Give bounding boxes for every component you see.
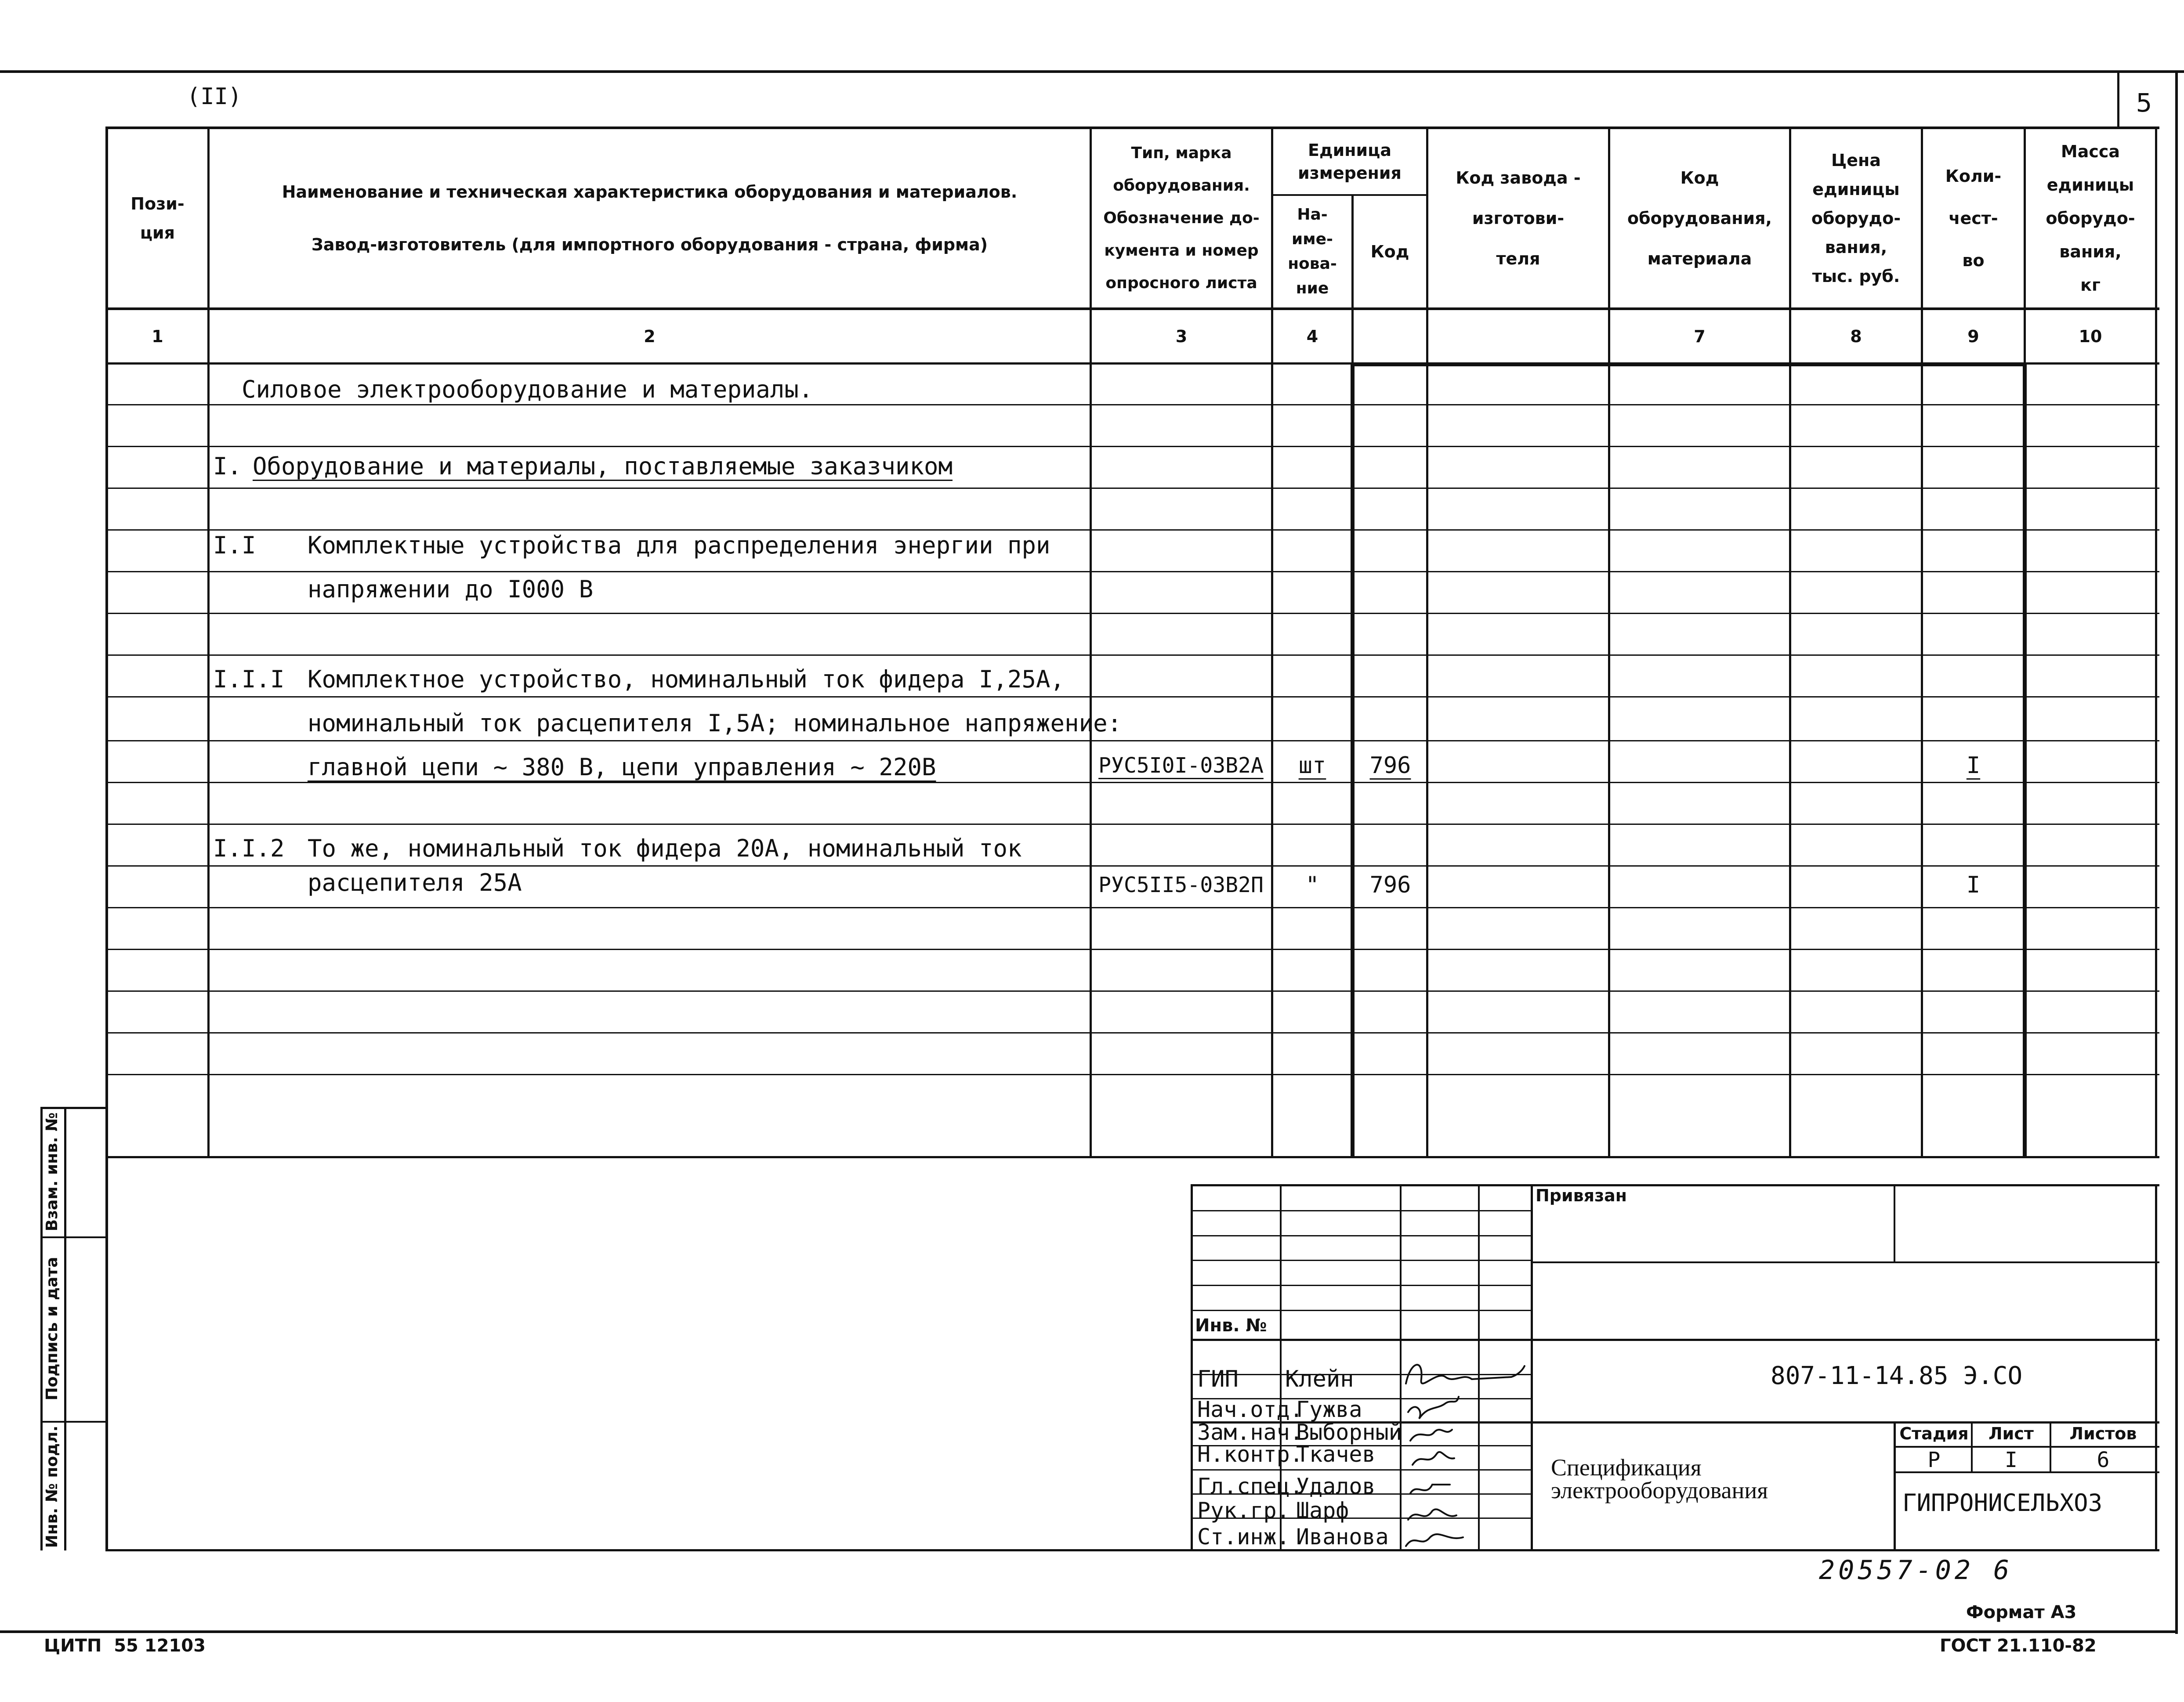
format-label: Формат А3 xyxy=(1966,1602,2077,1623)
tb-role: Нач.отд. xyxy=(1197,1397,1303,1422)
col-number: 9 xyxy=(1967,326,1979,346)
row-line xyxy=(105,529,2159,531)
tb-sheet-label: Лист xyxy=(1988,1424,2034,1443)
tb-sheets-label: Листов xyxy=(2069,1424,2137,1443)
tb-top-line xyxy=(1192,1184,2159,1186)
footer-gost: ГОСТ 21.110-82 xyxy=(1940,1636,2097,1656)
corner-mark: (II) xyxy=(187,83,242,110)
header-unit-group: Единица измерения xyxy=(1298,141,1402,183)
tb-left-line xyxy=(1191,1184,1193,1550)
tb-doc-code: 807-11-14.85 Э.СО xyxy=(1771,1362,2023,1390)
tb-row xyxy=(1192,1310,1532,1311)
tb-attached-divider xyxy=(1894,1184,1895,1263)
row-line xyxy=(105,740,2159,741)
row-position: I.I.I xyxy=(213,665,285,693)
row-position: I. xyxy=(213,452,242,480)
tb-right-line xyxy=(2155,1184,2157,1550)
side-stamp-row xyxy=(40,1236,106,1238)
header-quantity: Коли- чест- во xyxy=(1945,166,2002,270)
row-line xyxy=(105,571,2159,572)
side-stamp-divider xyxy=(64,1107,66,1550)
row-description: расцепителя 25А xyxy=(308,869,522,896)
header-mass: Масса единицы оборудо- вания, кг xyxy=(2046,142,2135,295)
header-type: Тип, марка оборудования. Обозначение до- кумента и номер опросного листа xyxy=(1103,144,1260,292)
row-position: I.I.2 xyxy=(213,835,285,862)
row-line xyxy=(105,404,2159,405)
tb-sheet-value: I xyxy=(2005,1448,2017,1472)
bold-box-top xyxy=(1351,363,2027,366)
col-number xyxy=(1354,310,1426,362)
col-number: 3 xyxy=(1175,326,1188,346)
tb-name: Иванова xyxy=(1296,1524,1389,1550)
frame-bottom-line xyxy=(105,1549,2159,1551)
bottom-border-line xyxy=(0,1630,2178,1633)
side-replace-inv: Взам. инв. № xyxy=(43,1112,61,1232)
header-position: Пози- ция xyxy=(130,194,185,242)
row-description: Комплектное устройство, номинальный ток фидера I,25А, xyxy=(308,665,1065,693)
tb-role: Зам.нач. xyxy=(1197,1420,1303,1445)
row-line xyxy=(105,824,2159,825)
col-number: 10 xyxy=(2079,326,2102,346)
page-number: 5 xyxy=(2136,88,2152,118)
tb-row-bold xyxy=(1192,1339,2159,1341)
tb-inv-label: Инв. № xyxy=(1195,1315,1267,1336)
tb-attached-row xyxy=(1532,1261,2159,1263)
row-line xyxy=(105,1032,2159,1033)
header-factory-code: Код завода - изготови- теля xyxy=(1456,168,1581,268)
row-description: напряжении до I000 В xyxy=(308,575,594,603)
row-unit-code: 796 xyxy=(1369,752,1411,779)
col-number: 8 xyxy=(1850,326,1862,346)
tb-role: ГИП xyxy=(1197,1366,1239,1392)
tb-organization: ГИПРОНИСЕЛЬХОЗ xyxy=(1902,1489,2103,1517)
row-unit: " xyxy=(1305,872,1319,898)
side-sign-date: Подпись и дата xyxy=(43,1257,61,1401)
right-border-line xyxy=(2175,70,2178,1634)
row-line xyxy=(105,613,2159,614)
tb-row xyxy=(1192,1260,1532,1261)
row-description: номинальный ток расцепителя I,5А; номинальное напряжение: xyxy=(308,709,1122,737)
col-number: 1 xyxy=(152,326,163,346)
tb-name: Клейн xyxy=(1285,1366,1354,1392)
tb-name: Выборный xyxy=(1296,1420,1402,1445)
tb-row xyxy=(1192,1235,1532,1236)
top-border-line xyxy=(0,70,2184,73)
col-number xyxy=(1428,310,1608,362)
page-number-box-left xyxy=(2117,73,2119,127)
col-number: 2 xyxy=(644,326,656,346)
tb-name: Шарф xyxy=(1296,1498,1349,1523)
row-unit: шт xyxy=(1298,752,1326,779)
tb-row xyxy=(1192,1210,1532,1211)
tb-name: Гужва xyxy=(1296,1397,1362,1422)
tb-attached-label: Привязан xyxy=(1536,1186,1627,1205)
side-stamp-top xyxy=(40,1107,106,1109)
col-number: 4 xyxy=(1306,326,1318,346)
row-line xyxy=(105,488,2159,489)
col-line-end xyxy=(2155,127,2157,1157)
row-type: РУС5II5-03В2П xyxy=(1098,873,1264,897)
row-unit-code: 796 xyxy=(1369,872,1411,898)
section-title: Силовое электрооборудование и материалы. xyxy=(242,376,813,403)
subsection-title: Оборудование и материалы, поставляемые заказчиком xyxy=(253,452,953,480)
tb-role: Ст.инж. xyxy=(1197,1524,1290,1550)
table-bottom-line xyxy=(105,1156,2159,1158)
row-line xyxy=(105,1074,2159,1075)
signature-scribbles xyxy=(1397,1353,1529,1550)
row-position: I.I xyxy=(213,531,256,559)
header-unit-code: Код xyxy=(1370,242,1409,261)
tb-role: Н.контр. xyxy=(1197,1442,1303,1467)
tb-doc-title: Спецификация xyxy=(1551,1454,1702,1481)
row-line xyxy=(105,446,2159,447)
col-number: 7 xyxy=(1694,326,1706,346)
row-line xyxy=(105,949,2159,950)
row-line xyxy=(105,696,2159,697)
side-inv-orig: Инв. № подл. xyxy=(43,1425,61,1548)
tb-role: Рук.гр. xyxy=(1197,1498,1290,1523)
tb-name: Ткачев xyxy=(1296,1442,1376,1467)
header-equipment-code: Код оборудования, материала xyxy=(1627,168,1772,268)
tb-stage-value: Р xyxy=(1927,1448,1941,1472)
row-line xyxy=(105,654,2159,656)
tb-stage-label: Стадия xyxy=(1899,1424,1969,1443)
row-quantity: I xyxy=(1966,752,1981,779)
tb-doc-title: электрооборудования xyxy=(1551,1477,1768,1503)
tb-role: Гл.спец. xyxy=(1197,1474,1303,1499)
row-line xyxy=(105,907,2159,908)
tb-row xyxy=(1192,1285,1532,1286)
row-description: То же, номинальный ток фидера 20А, номинальный ток xyxy=(308,835,1022,862)
footer-left-code: ЦИТП 55 12103 xyxy=(44,1636,206,1656)
header-price: Цена единицы оборудо- вания, тыс. руб. xyxy=(1811,151,1901,286)
row-quantity: I xyxy=(1966,872,1981,898)
row-type: РУС5I0I-03В2А xyxy=(1098,753,1264,778)
header-name: Наименование и техническая характеристика оборудования и материалов. Завод-изготовитель (для импортного оборудования - страна, фирма) xyxy=(282,182,1018,254)
handwritten-number: 20557-02 6 xyxy=(1819,1555,2013,1586)
tb-sheets-value: 6 xyxy=(2097,1448,2110,1472)
tb-col xyxy=(1531,1184,1533,1550)
row-description: главной цепи ~ 380 В, цепи управления ~ 220В xyxy=(308,753,936,781)
row-description: Комплектные устройства для распределения энергии при xyxy=(308,531,1050,559)
tb-name: Удалов xyxy=(1296,1474,1376,1499)
tb-stage-col xyxy=(1894,1421,1896,1550)
header-unit-name: На- име- нова- ние xyxy=(1288,206,1337,297)
row-line xyxy=(105,990,2159,992)
